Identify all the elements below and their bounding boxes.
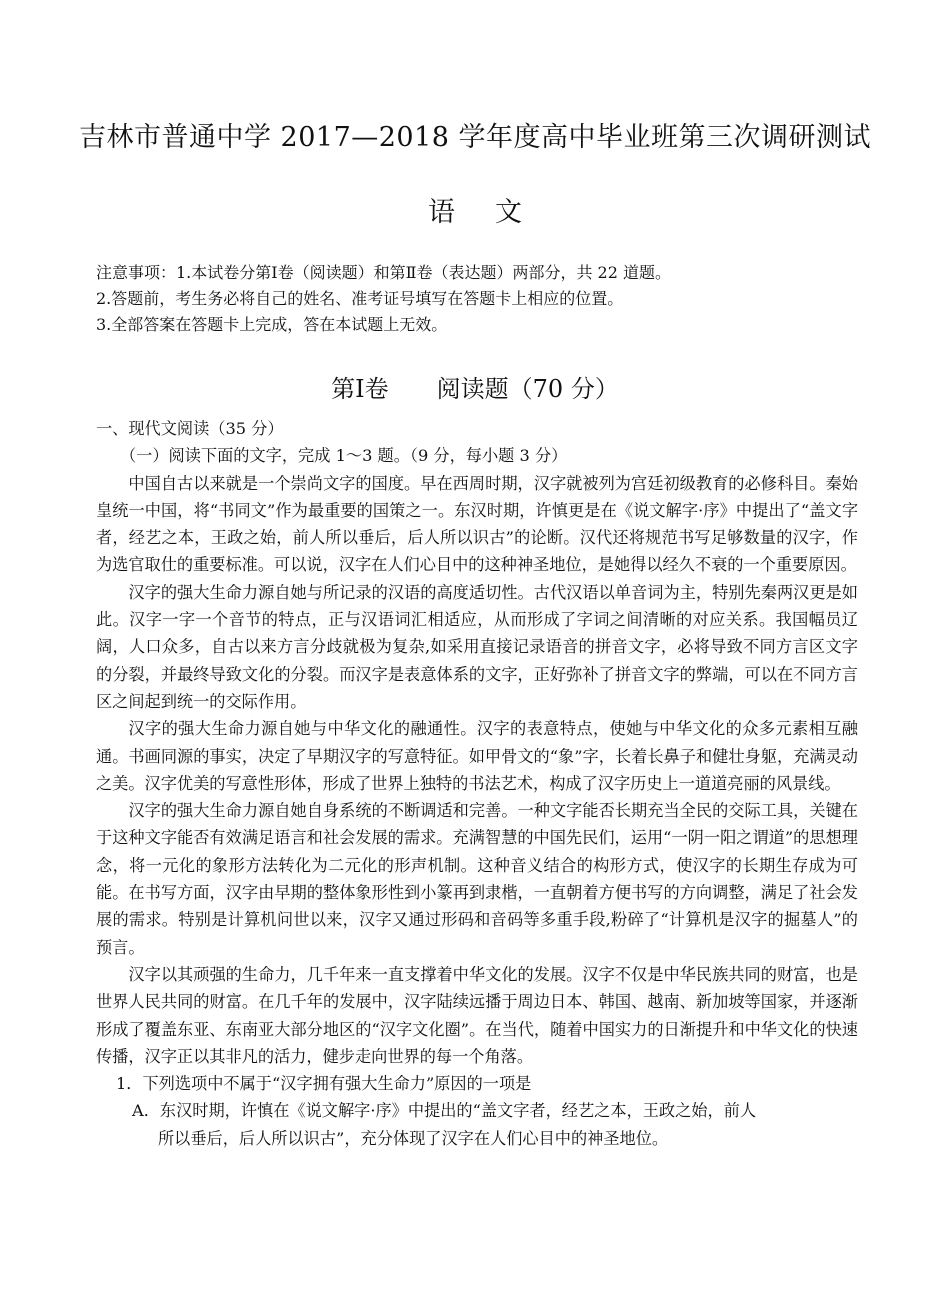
option-a: A．东汉时期，许慎在《说文解字·序》中提出的“盖文字者，经艺之本，王政之始，前人 [132,1101,757,1121]
reading-body [96,415,858,1152]
option-a-continued: 所以垂后，后人所以识古”，充分体现了汉字在人们心目中的神圣地位。 [158,1128,669,1148]
passage-paragraph: 汉字以其顽强的生命力，几千年来一直支撑着中华文化的发展。汉字不仅是中华民族共同的财富，也是世界人民共同的财富。在几千年的发展中，汉字陆续远播于周边日本、韩国、越南、新加坡等国家，并逐渐形成了覆盖东亚、东南亚大部分地区的“汉字文化圈”。在当代，随着中国实力的日渐提升和中华文化的快速传播，汉字正以其非凡的活力，健步走向世界的每一个角落。 [96,964,858,1066]
passage-paragraph: 中国自古以来就是一个崇尚文字的国度。早在西周时期，汉字就被列为宫廷初级教育的必修科目。秦始皇统一中国，将“书同文”作为最重要的国策之一。东汉时期，许慎更是在《说文解字·序》中提出了“盖文字者，经艺之本，王政之始，前人所以垂后，后人所以识古”的论断。汉代还将规范书写足够数量的汉字，作为选官取仕的重要标准。可以说，汉字在人们心目中的这种神圣地位，是她得以经久不衰的一个重要原因。 [96,473,858,575]
note-line: 注意事项：1.本试卷分第Ⅰ卷（阅读题）和第Ⅱ卷（表达题）两部分，共 22 道题。 [96,263,671,282]
exam-title: 吉林市普通中学 2017—2018 学年度高中毕业班第三次调研测试 [78,122,872,153]
sub-heading: （一）阅读下面的文字，完成 1～3 题。（9 分，每小题 3 分） [120,446,568,466]
passage [96,470,858,1071]
note-line: 3.全部答案在答题卡上完成，答在本试题上无效。 [96,315,448,334]
question-stem: 1．下列选项中不属于“汉字拥有强大生命力”原因的一项是 [116,1074,532,1094]
subject-title: 语文 [428,197,562,228]
exam-notes [96,260,876,338]
passage-paragraph: 汉字的强大生命力源自她自身系统的不断调适和完善。一种文字能否长期充当全民的交际工具，关键在于这种文字能否有效满足语言和社会发展的需求。充满智慧的中国先民们，运用“一阴一阳之谓道”的思想理念，将一元化的象形方法转化为二元化的形声机制。这种音义结合的构形方式，使汉字的长期生存成为可能。在书写方面，汉字由早期的整体象形性到小篆再到隶楷，一直朝着方便书写的方向调整，满足了社会发展的需求。特别是计算机问世以来，汉字又通过形码和音码等多重手段,粉碎了“计算机是汉字的掘墓人”的预言。 [96,801,858,957]
passage-paragraph: 汉字的强大生命力源自她与中华文化的融通性。汉字的表意特点，使她与中华文化的众多元素相互融通。书画同源的事实，决定了早期汉字的写意特征。如甲骨文的“象”字，长着长鼻子和健壮身躯，充满灵动之美。汉字优美的写意性形体，形成了世界上独特的书法艺术，构成了汉字历史上一道道亮丽的风景线。 [96,719,858,793]
part-heading: 一、现代文阅读（35 分） [96,419,284,438]
note-line: 2.答题前，考生务必将自己的姓名、准考证号填写在答题卡上相应的位置。 [96,289,624,308]
passage-paragraph: 汉字的强大生命力源自她与所记录的汉语的高度适切性。古代汉语以单音词为主，特别先秦两汉更是如此。汉字一字一个音节的特点，正与汉语词汇相适应，从而形成了字词之间清晰的对应关系。我国幅员辽阔，人口众多，自古以来方言分歧就极为复杂,如采用直接记录语音的拼音文字，必将导致不同方言区文字的分裂，并最终导致文化的分裂。而汉字是表意体系的文字，正好弥补了拼音文字的弊端，可以在不同方言区之间起到统一的交际作用。 [96,582,858,711]
section-title: 第Ⅰ卷 阅读题（70 分） [331,375,619,403]
